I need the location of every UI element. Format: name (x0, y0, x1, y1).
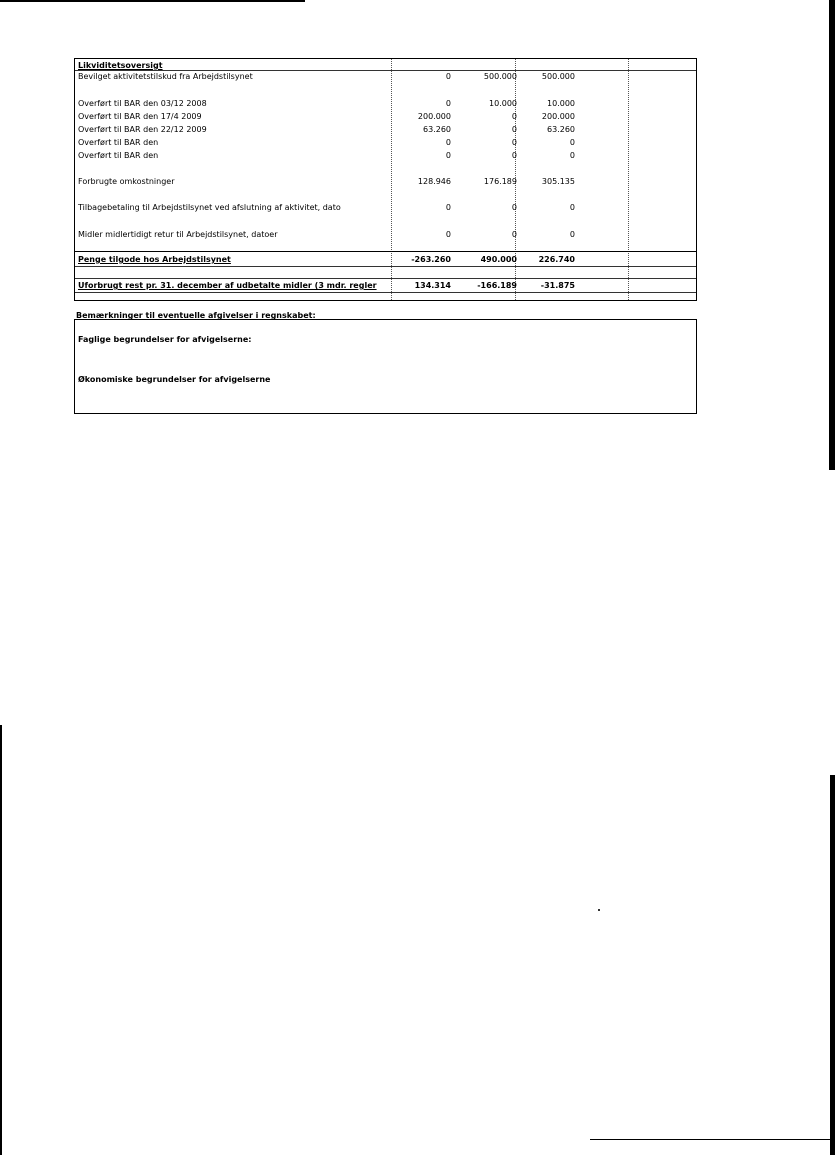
table-title: Likviditetsoversigt (78, 61, 163, 70)
rest-value-1: 134.314 (414, 281, 451, 290)
row-divider (75, 251, 696, 252)
table-row (75, 124, 696, 135)
remarks-title: Bemærkninger til eventuelle afgivelser i regnskabet: (76, 311, 316, 320)
row-value-1: 0 (445, 72, 451, 81)
row-value-2: 500.000 (483, 72, 517, 81)
row-value-1: 200.000 (417, 112, 451, 121)
row-value-1: 0 (445, 230, 451, 239)
row-value-3: 200.000 (541, 112, 575, 121)
row-value-2: 0 (511, 151, 517, 160)
table-row (75, 71, 696, 82)
scan-artifact-top (0, 0, 305, 2)
table-row (75, 229, 696, 240)
liquidity-table (74, 58, 697, 301)
rest-value-3: -31.875 (540, 281, 575, 290)
row-label: Bevilget aktivitetstilskud fra Arbejdstilsynet (78, 72, 253, 81)
row-value-2: 0 (511, 112, 517, 121)
row-value-2: 176.189 (483, 177, 517, 186)
scan-artifact-dot (598, 909, 600, 911)
row-value-1: 0 (445, 203, 451, 212)
row-divider (75, 278, 696, 279)
row-value-1: 0 (445, 151, 451, 160)
table-row (75, 111, 696, 122)
row-label: Overført til BAR den 17/4 2009 (78, 112, 202, 121)
row-value-2: 10.000 (489, 99, 517, 108)
rest-label: Uforbrugt rest pr. 31. december af udbetalte midler (3 mdr. regler (78, 281, 377, 290)
rest-value-2: -166.189 (477, 281, 517, 290)
row-divider (75, 292, 696, 293)
row-label: Overført til BAR den 22/12 2009 (78, 125, 207, 134)
table-row (75, 137, 696, 148)
row-value-1: 0 (445, 99, 451, 108)
row-label: Overført til BAR den (78, 151, 159, 160)
table-total-row (75, 254, 696, 265)
row-value-2: 0 (511, 138, 517, 147)
row-label: Midler midlertidigt retur til Arbejdstilsynet, datoer (78, 230, 278, 239)
row-divider (75, 266, 696, 267)
table-row (75, 150, 696, 161)
table-row (75, 202, 696, 213)
row-value-2: 0 (511, 125, 517, 134)
row-label: Overført til BAR den (78, 138, 159, 147)
remarks-box (74, 319, 697, 414)
row-value-2: 0 (511, 230, 517, 239)
row-value-3: 10.000 (547, 99, 575, 108)
row-value-1: 0 (445, 138, 451, 147)
table-rest-row (75, 280, 696, 291)
okonomiske-label: Økonomiske begrundelser for afvigelserne (78, 375, 271, 384)
row-value-3: 0 (569, 203, 575, 212)
row-label: Forbrugte omkostninger (78, 177, 175, 186)
scan-artifact-left (0, 725, 2, 1155)
row-value-3: 63.260 (547, 125, 575, 134)
row-label: Overført til BAR den 03/12 2008 (78, 99, 207, 108)
row-value-3: 0 (569, 230, 575, 239)
total-value-3: 226.740 (538, 255, 575, 264)
table-row (75, 176, 696, 187)
total-value-2: 490.000 (480, 255, 517, 264)
total-label: Penge tilgode hos Arbejdstilsynet (78, 255, 231, 264)
faglige-label: Faglige begrundelser for afvigelserne: (78, 335, 252, 344)
table-row (75, 98, 696, 109)
row-value-3: 305.135 (541, 177, 575, 186)
scan-artifact-bottom (590, 1139, 835, 1140)
row-value-1: 63.260 (423, 125, 451, 134)
total-value-1: -263.260 (411, 255, 451, 264)
row-value-3: 0 (569, 151, 575, 160)
row-value-3: 0 (569, 138, 575, 147)
row-label: Tilbagebetaling til Arbejdstilsynet ved afslutning af aktivitet, dato (78, 203, 341, 212)
scan-artifact-right (829, 0, 835, 470)
row-value-1: 128.946 (417, 177, 451, 186)
scan-artifact-right-lower (830, 775, 835, 1155)
row-value-2: 0 (511, 203, 517, 212)
row-value-3: 500.000 (541, 72, 575, 81)
